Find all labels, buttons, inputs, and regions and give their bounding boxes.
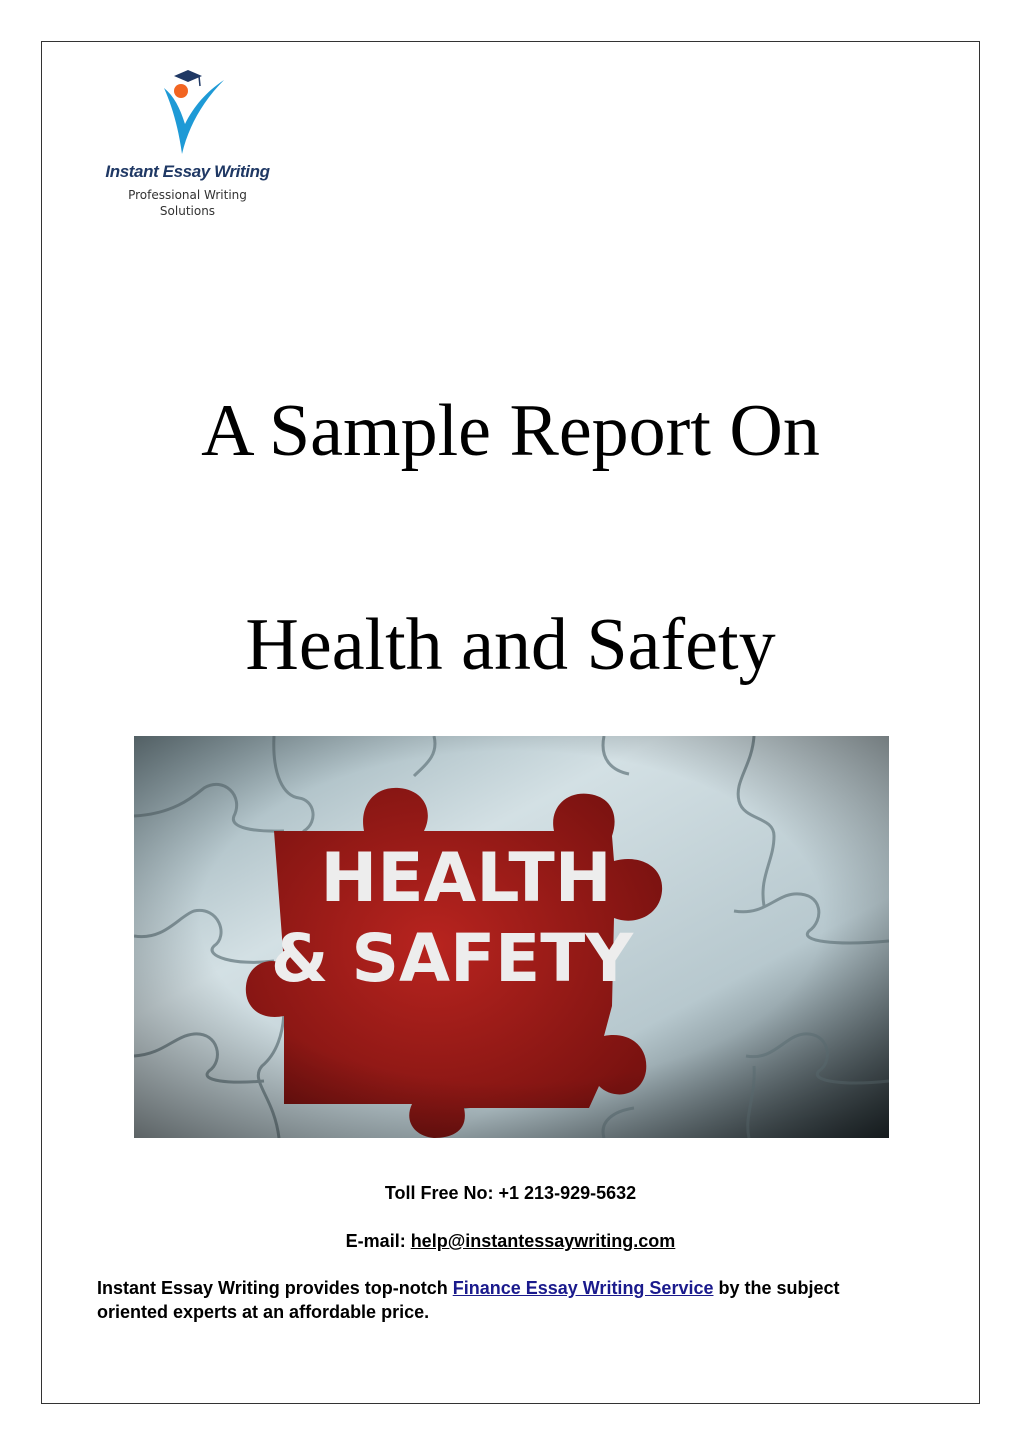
promo-text-after: by the subject oriented experts at an affordable price. — [97, 1278, 840, 1322]
report-title-line2: Health and Safety — [245, 604, 776, 686]
promo-paragraph — [97, 1276, 897, 1324]
finance-essay-service-link[interactable]: Finance Essay Writing Service — [452, 1278, 714, 1298]
toll-free-number: Toll Free No: +1 213-929-5632 — [384, 1183, 637, 1203]
logo-tagline — [100, 187, 275, 219]
promo-text-before: Instant Essay Writing provides top-notch — [97, 1278, 453, 1298]
email-link[interactable]: help@instantessaywriting.com — [410, 1231, 676, 1251]
email-line — [41, 1230, 980, 1252]
logo-name: Instant Essay Writing — [105, 162, 270, 181]
logo — [100, 66, 275, 226]
logo-tagline-line2: Solutions — [159, 204, 216, 218]
report-title-line1: A Sample Report On — [201, 390, 820, 472]
logo-mark-icon — [158, 66, 226, 158]
hero-image — [134, 736, 889, 1138]
email-label: E-mail: — [345, 1231, 411, 1251]
logo-tagline-line1: Professional Writing — [128, 188, 247, 202]
